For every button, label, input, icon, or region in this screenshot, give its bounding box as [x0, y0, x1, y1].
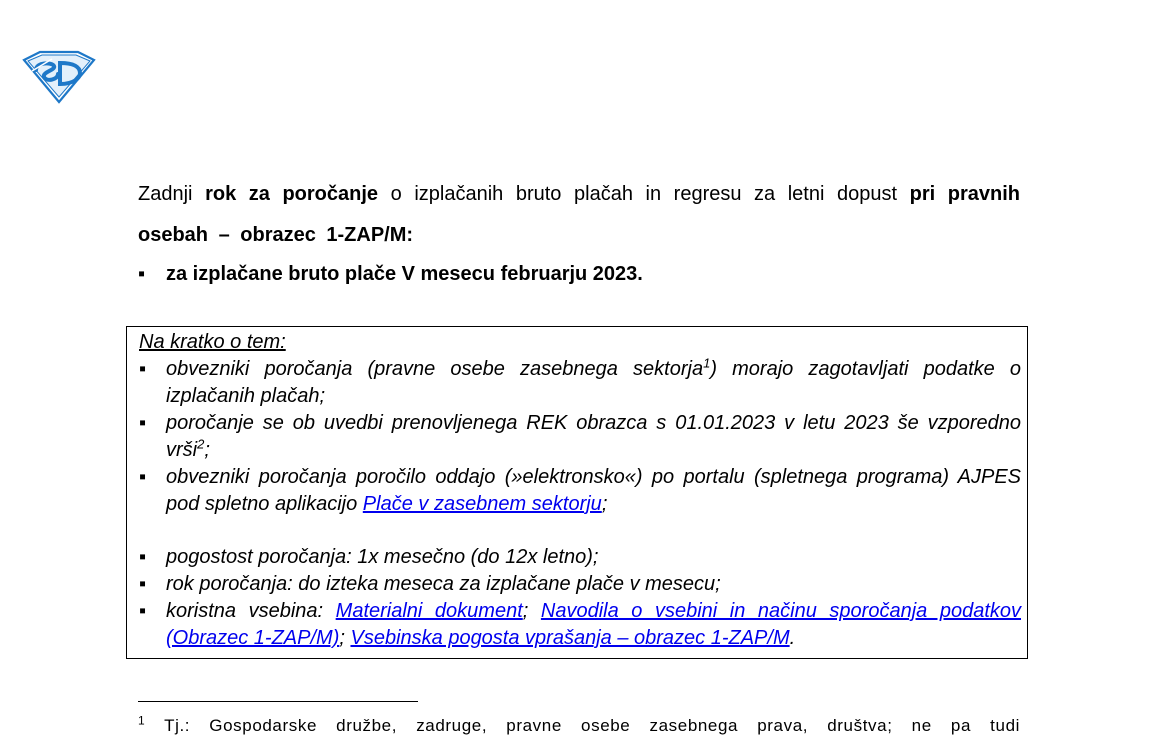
footnote-ref[interactable]: 1 [703, 355, 711, 371]
bullet-icon: ▪ [139, 466, 147, 488]
footnote-ref[interactable]: 2 [197, 436, 205, 452]
footnote-divider [138, 701, 418, 702]
footnote: $^1$ Tj.: Gospodarske družbe, zadruge, pravne osebe zasebnega prava, društva; ne pa tudi [138, 713, 1020, 735]
bullet-icon: ▪ [139, 600, 147, 622]
link-pogosta-vprasanja[interactable]: Vsebinska pogosta vprašanja – obrazec 1-ZAP/M [350, 627, 790, 649]
list-item: ▪ koristna vsebina: Materialni dokument; Navodila o vsebini in načinu sporočanja podatkov (Obrazec 1-ZAP/M); Vsebinska pogosta vprašanja – obrazec 1-ZAP/M. [139, 600, 1021, 649]
list-item: ▪ obvezniki poročanja (pravne osebe zasebnega sektorja$^1$) morajo zagotavljati podatke o izplačanih plačah; [139, 355, 1022, 407]
summary-box [126, 326, 1028, 659]
bullet-icon: ▪ [139, 546, 147, 568]
link-navodila[interactable]: Navodila o vsebini in načinu sporočanja podatkov (Obrazec 1-ZAP/M) [166, 600, 1021, 649]
list-item: ▪ poročanje se ob uvedbi prenovljenega REK obrazca s 01.01.2023 v letu 2023 še vzporedno vrši$^2$; [139, 412, 1021, 461]
form-emphasis: pri pravnih osebah – obrazec 1-ZAP/M [138, 183, 1021, 246]
summary-title: Na kratko o tem: [139, 331, 286, 353]
list-item: ▪ obvezniki poročanja poročilo oddajo (»elektronsko«) po portalu (spletnega programa) AJPES pod spletno aplikacijo Plače v zasebnem sektorju; [139, 466, 1021, 515]
link-materialni-dokument[interactable]: Materialni dokument [335, 600, 523, 622]
deadline-emphasis: rok za poročanje [205, 183, 379, 205]
company-logo [22, 50, 96, 104]
list-item: ▪ rok poročanja: do izteka meseca za izplačane plače v mesecu; [139, 571, 1021, 598]
main-bullet [138, 260, 1020, 288]
list-item: ▪ pogostost poročanja: 1x mesečno (do 12x letno); [139, 544, 1021, 571]
bullet-icon: ▪ [139, 412, 147, 434]
main-bullet-text: za izplačane bruto plače V mesecu februarju 2023. [166, 263, 643, 285]
bullet-icon: ▪ [139, 573, 147, 595]
bullet-icon: ▪ [138, 263, 146, 285]
link-place-zasebni-sektor[interactable]: Plače v zasebnem sektorju [362, 493, 602, 515]
footnote-number: 1 [138, 713, 146, 728]
bullet-icon: ▪ [139, 358, 147, 380]
intro-paragraph: Zadnji rok za poročanje o izplačanih bruto plačah in regresu za letni dopust pri pravnih osebah – obrazec 1-ZAP/M: [138, 183, 1021, 246]
